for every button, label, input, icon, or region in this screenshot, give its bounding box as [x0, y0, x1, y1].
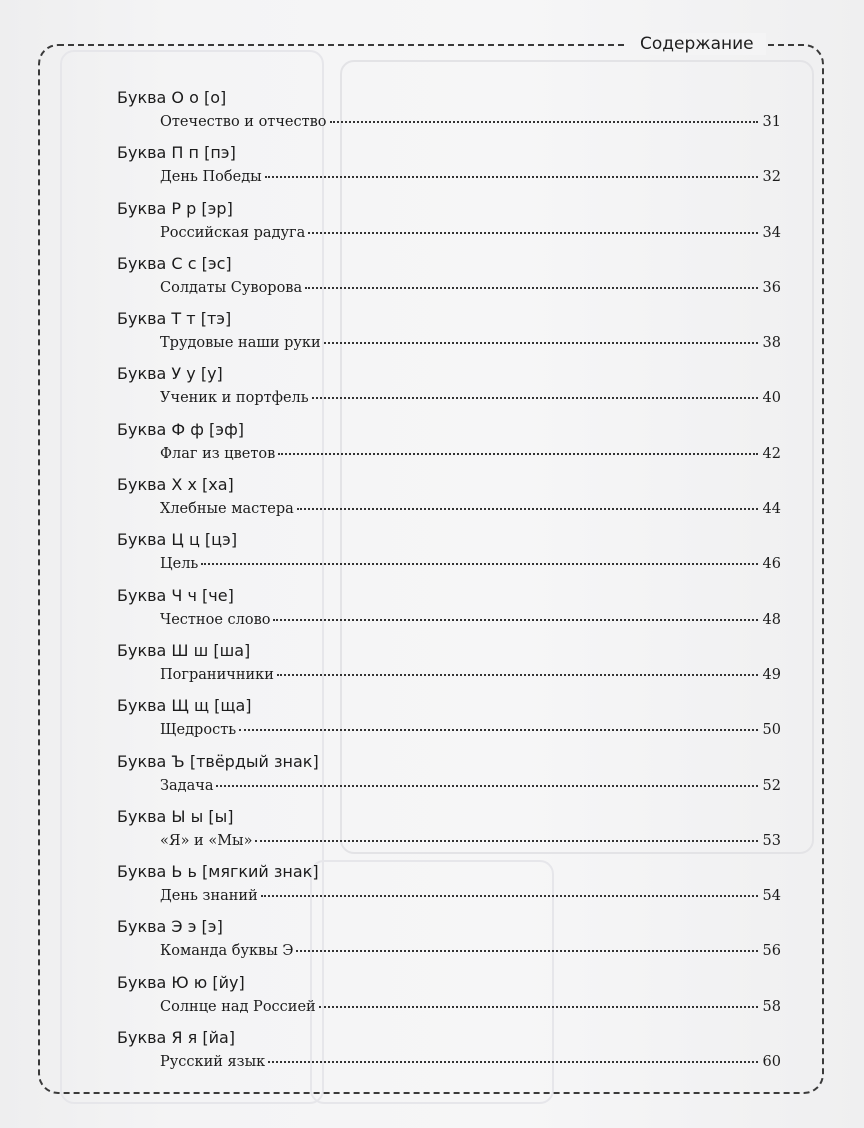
toc-entry[interactable]	[117, 364, 781, 419]
toc-page-number: 48	[762, 611, 781, 628]
toc-page-number: 46	[762, 556, 781, 573]
dot-leader	[312, 397, 758, 399]
dot-leader	[330, 121, 758, 123]
toc-line	[160, 941, 781, 961]
dot-leader	[278, 453, 758, 455]
toc-letter-heading: Буква Щ щ [ща]	[117, 696, 252, 716]
toc-line	[160, 831, 781, 851]
toc-entry[interactable]	[117, 807, 781, 862]
toc-entry-title: Ученик и портфель	[160, 390, 309, 407]
toc-entry-title: Цель	[160, 556, 199, 573]
toc-line	[160, 1052, 781, 1072]
toc-line	[160, 886, 781, 906]
toc-line	[160, 167, 781, 187]
toc-entry-title: Трудовые наши руки	[160, 335, 321, 352]
toc-letter-heading: Буква Ы ы [ы]	[117, 806, 234, 826]
toc-page-number: 50	[762, 722, 781, 739]
toc-line	[160, 665, 781, 685]
toc-letter-heading: Буква Х х [ха]	[117, 475, 234, 495]
toc-entry-title: Российская радуга	[160, 224, 306, 241]
toc-letter-heading: Буква Ч ч [че]	[117, 585, 234, 605]
toc-letter-heading: Буква Ъ [твёрдый знак]	[117, 751, 319, 771]
toc-entry-title: Задача	[160, 777, 214, 794]
toc-entry-title: Команда буквы Э	[160, 943, 294, 960]
dot-leader	[324, 342, 758, 344]
toc-entry-title: День Победы	[160, 169, 262, 186]
toc-entry-title: Щедрость	[160, 722, 237, 739]
toc-entry[interactable]	[117, 641, 781, 696]
toc-entry[interactable]	[117, 143, 781, 198]
toc-page-number: 49	[762, 666, 781, 683]
dot-leader	[297, 508, 758, 510]
toc-line	[160, 997, 781, 1017]
toc-entry-title: Солнце над Россией	[160, 998, 316, 1015]
toc-entry-title: Отечество и отчество	[160, 114, 327, 130]
toc-page-number: 58	[762, 998, 781, 1015]
toc-line	[160, 720, 781, 740]
dot-leader	[216, 785, 758, 787]
toc-page-number: 36	[762, 279, 781, 296]
toc-page-number: 56	[762, 943, 781, 960]
toc-page-number: 38	[762, 335, 781, 352]
toc-line	[160, 610, 781, 630]
toc-line	[160, 388, 781, 408]
dot-leader	[296, 950, 758, 952]
toc-page-number: 40	[762, 390, 781, 407]
toc-line	[160, 333, 781, 353]
toc-entry-title: Пограничники	[160, 666, 274, 683]
toc-page-number: 32	[762, 169, 781, 186]
toc-page-number: 53	[762, 832, 781, 849]
toc-entry-title: Хлебные мастера	[160, 501, 294, 518]
toc-entry[interactable]	[117, 862, 781, 917]
toc-entry[interactable]	[117, 1028, 781, 1083]
table-of-contents	[117, 88, 781, 1083]
toc-letter-heading: Буква Ь ь [мягкий знак]	[117, 862, 319, 882]
toc-entry[interactable]	[117, 475, 781, 530]
toc-entry[interactable]	[117, 973, 781, 1028]
toc-letter-heading: Буква Ш ш [ша]	[117, 640, 251, 660]
toc-page-number: 34	[762, 224, 781, 241]
dot-leader	[319, 1006, 758, 1008]
dot-leader	[255, 840, 758, 842]
toc-letter-heading: Буква Ц ц [цэ]	[117, 530, 238, 550]
toc-entry[interactable]	[117, 530, 781, 585]
dot-leader	[265, 176, 758, 178]
toc-line	[160, 554, 781, 574]
dot-leader	[273, 619, 758, 621]
toc-entry[interactable]	[117, 309, 781, 364]
toc-page-number: 31	[762, 114, 781, 130]
toc-line	[160, 499, 781, 519]
page-title: Содержание	[628, 33, 766, 55]
dot-leader	[308, 232, 758, 234]
toc-letter-heading: Буква Э э [э]	[117, 917, 223, 937]
toc-entry-title: Солдаты Суворова	[160, 279, 303, 296]
toc-entry-title: Флаг из цветов	[160, 445, 276, 462]
dot-leader	[268, 1061, 758, 1063]
toc-entry[interactable]	[117, 420, 781, 475]
toc-entry[interactable]	[117, 254, 781, 309]
toc-page-number: 52	[762, 777, 781, 794]
toc-entry[interactable]	[117, 199, 781, 254]
toc-letter-heading: Буква У у [у]	[117, 364, 223, 384]
dot-leader	[305, 287, 758, 289]
toc-line	[160, 223, 781, 243]
toc-letter-heading: Буква Т т [тэ]	[117, 309, 232, 329]
toc-line	[160, 112, 781, 132]
toc-line	[160, 444, 781, 464]
toc-page-number: 44	[762, 501, 781, 518]
toc-page-number: 42	[762, 445, 781, 462]
toc-entry-title: День знаний	[160, 888, 258, 905]
toc-letter-heading: Буква Р р [эр]	[117, 198, 233, 218]
toc-letter-heading: Буква П п [пэ]	[117, 143, 236, 163]
toc-line	[160, 776, 781, 796]
dot-leader	[239, 729, 758, 731]
toc-letter-heading: Буква Ф ф [эф]	[117, 419, 244, 439]
toc-line	[160, 278, 781, 298]
toc-letter-heading: Буква Я я [йа]	[117, 1028, 236, 1048]
toc-page-number: 54	[762, 888, 781, 905]
toc-letter-heading: Буква О о [о]	[117, 88, 227, 107]
toc-letter-heading: Буква С с [эс]	[117, 253, 232, 273]
toc-letter-heading: Буква Ю ю [йу]	[117, 972, 245, 992]
toc-entry[interactable]	[117, 586, 781, 641]
toc-entry-title: «Я» и «Мы»	[160, 832, 253, 849]
toc-entry-title: Русский язык	[160, 1054, 266, 1071]
toc-entry-title: Честное слово	[160, 611, 271, 628]
toc-page-number: 60	[762, 1054, 781, 1071]
toc-entry[interactable]	[117, 752, 781, 807]
toc-entry[interactable]	[117, 696, 781, 751]
toc-entry[interactable]	[117, 88, 781, 143]
toc-entry[interactable]	[117, 917, 781, 972]
dot-leader	[261, 895, 758, 897]
dot-leader	[201, 563, 758, 565]
dot-leader	[277, 674, 758, 676]
